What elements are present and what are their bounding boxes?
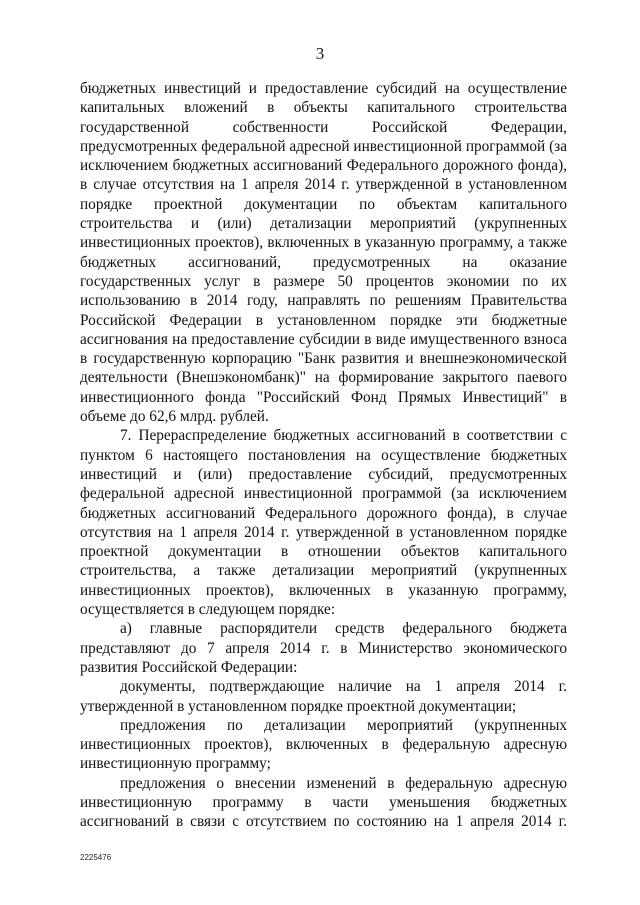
paragraph-documents: документы, подтверждающие наличие на 1 апреля 2014 г. утвержденной в установленном порядке проектной документации; bbox=[80, 678, 567, 715]
page-number: 3 bbox=[315, 44, 325, 63]
paragraph-continuation: бюджетных инвестиций и предоставление субсидий на осуществление капитальных вложений в объекты капитального строительства государственной собственности Российской Федерации, предусмотренных федеральной адресной инвестиционной программой (за исключением бюджетных ассигнований Федерального дорожного фонда), в случае отсутствия на 1 апреля 2014 г. утвержденной в установленном порядке проектной документации по объектам капитального строительства и (или) детализации мероприятий (укрупненных инвестиционных проектов), включенных в указанную программу, а также бюджетных ассигнований, предусмотренных на оказание государственных услуг в размере 50 процентов экономии по их использованию в 2014 году, направлять по решениям Правительства Российской Федерации в установленном порядке эти бюджетные ассигнования на предоставление субсидии в виде имущественного взноса в государственную корпорацию "Банк развития и внешнеэкономической деятельности (Внешэкономбанк)" на формирование закрытого паевого инвестиционного фонда "Российский Фонд Прямых Инвестиций" в объеме до 62,6 млрд. рублей. bbox=[80, 80, 567, 426]
paragraph-subitem-a: а) главные распорядители средств федерального бюджета представляют до 7 апреля 2014 г. в Министерство экономического развития Российской Федерации: bbox=[80, 620, 567, 676]
paragraph-detailing-proposals: предложения по детализации мероприятий (укрупненных инвестиционных проектов), включенных в федеральную адресную инвестиционную программу; bbox=[80, 716, 567, 773]
document-body bbox=[80, 79, 567, 832]
paragraph-item-7: 7. Перераспределение бюджетных ассигнований в соответствии с пунктом 6 настоящего постановления на осуществление бюджетных инвестиций и (или) предоставление субсидий, предусмотренных федеральной адресной инвестиционной программой (за исключением бюджетных ассигнований Федерального дорожного фонда), в случае отсутствия на 1 апреля 2014 г. утвержденной в установленном порядке проектной документации в отношении объектов капитального строительства, а также детализации мероприятий (укрупненных инвестиционных проектов), включенных в указанную программу, осуществляется в следующем порядке: bbox=[80, 427, 567, 619]
paragraph-amendment-proposals: предложения о внесении изменений в федеральную адресную инвестиционную программу в части уменьшения бюджетных ассигнований в связи с отсутствием по состоянию на 1 апреля 2014 г. bbox=[80, 774, 567, 831]
document-code: 2225476 bbox=[80, 853, 112, 862]
